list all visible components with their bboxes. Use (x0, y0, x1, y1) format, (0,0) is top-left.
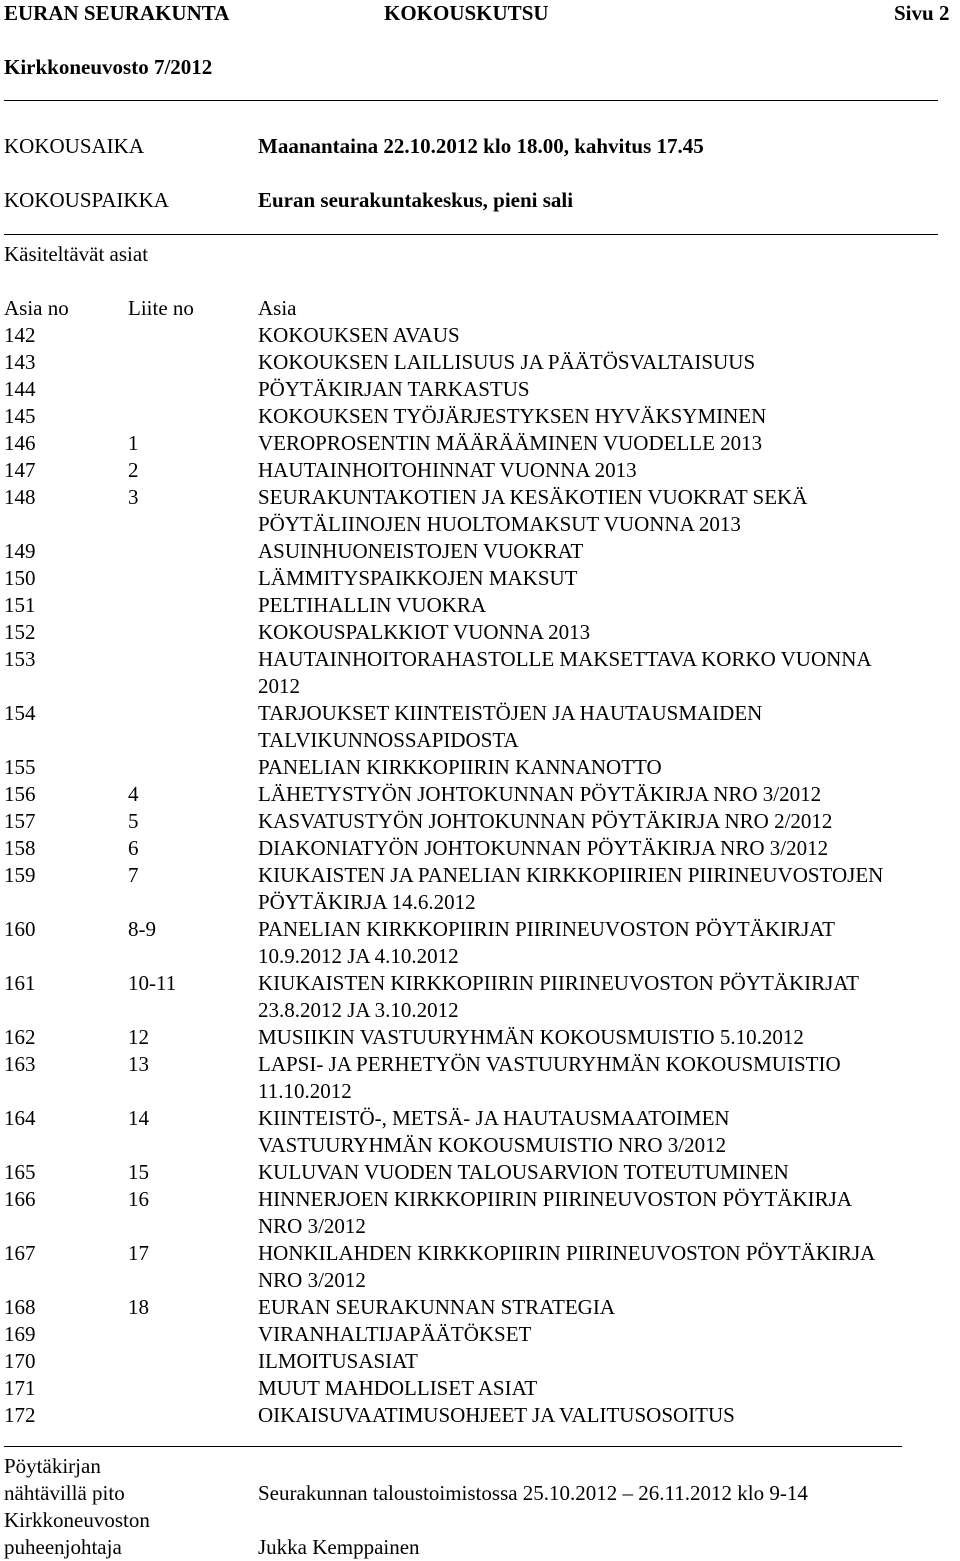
agenda-item-number: 171 (4, 1376, 36, 1400)
agenda-attachment-number: 4 (128, 782, 139, 806)
agenda-item-subject: PELTIHALLIN VUOKRA (258, 593, 487, 617)
agenda-item-subject: HAUTAINHOITORAHASTOLLE MAKSETTAVA KORKO VUONNA 2012 (258, 647, 872, 698)
agenda-attachment-number: 1 (128, 431, 139, 455)
agenda-attachment-number: 5 (128, 809, 139, 833)
agenda-item-number: 165 (4, 1160, 36, 1184)
organization-name: EURAN SEURAKUNTA (4, 1, 230, 25)
agenda-item-subject: VEROPROSENTIN MÄÄRÄÄMINEN VUODELLE 2013 (258, 431, 763, 455)
agenda-item-subject: EURAN SEURAKUNNAN STRATEGIA (258, 1295, 615, 1319)
agenda-item-subject: KULUVAN VUODEN TALOUSARVION TOTEUTUMINEN (258, 1160, 789, 1184)
meeting-place-value: Euran seurakuntakeskus, pieni sali (258, 188, 574, 212)
agenda-row (4, 349, 956, 376)
agenda-item-subject: LAPSI- JA PERHETYÖN VASTUURYHMÄN KOKOUSMUISTIO 11.10.2012 (258, 1052, 841, 1103)
agenda-item-number: 161 (4, 971, 36, 995)
minutes-display-label-line1: Pöytäkirjan (4, 1454, 101, 1478)
agenda-item-number: 166 (4, 1187, 36, 1211)
agenda-item-number: 157 (4, 809, 36, 833)
agenda-rows (4, 322, 956, 1429)
agenda-row (4, 1294, 956, 1321)
agenda-row (4, 835, 956, 862)
agenda-item-number: 155 (4, 755, 36, 779)
agenda-attachment-number: 7 (128, 863, 139, 887)
agenda-item-subject: DIAKONIATYÖN JOHTOKUNNAN PÖYTÄKIRJA NRO 3/2012 (258, 836, 829, 860)
minutes-display-label-line2: nähtävillä pito (4, 1481, 125, 1505)
agenda-attachment-number: 8-9 (128, 917, 156, 941)
agenda-item-number: 146 (4, 431, 36, 455)
agenda-row (4, 592, 956, 619)
agenda-row (4, 565, 956, 592)
agenda-attachment-number: 18 (128, 1295, 149, 1319)
chair-label-line2: puheenjohtaja (4, 1535, 122, 1559)
agenda-row (4, 1348, 956, 1375)
agenda-row (4, 1375, 956, 1402)
agenda-attachment-number: 10-11 (128, 971, 177, 995)
agenda-row (4, 916, 956, 970)
agenda-item-number: 150 (4, 566, 36, 590)
agenda-item-number: 167 (4, 1241, 36, 1265)
agenda-attachment-number: 2 (128, 458, 139, 482)
section-title: Käsiteltävät asiat (4, 242, 149, 266)
document-type: KOKOUSKUTSU (384, 1, 549, 25)
divider (4, 1446, 902, 1447)
agenda-item-number: 145 (4, 404, 36, 428)
agenda-row (4, 1240, 956, 1294)
agenda-attachment-number: 3 (128, 485, 139, 509)
agenda-item-number: 172 (4, 1403, 36, 1427)
agenda-item-number: 148 (4, 485, 36, 509)
agenda-item-number: 159 (4, 863, 36, 887)
meeting-time-label: KOKOUSAIKA (4, 134, 144, 158)
agenda-item-number: 144 (4, 377, 36, 401)
agenda-item-subject: KASVATUSTYÖN JOHTOKUNNAN PÖYTÄKIRJA NRO 2/2012 (258, 809, 833, 833)
agenda-item-subject: OIKAISUVAATIMUSOHJEET JA VALITUSOSOITUS (258, 1403, 735, 1427)
agenda-row (4, 1024, 956, 1051)
agenda-attachment-number: 12 (128, 1025, 149, 1049)
agenda-item-subject: KOKOUKSEN TYÖJÄRJESTYKSEN HYVÄKSYMINEN (258, 404, 767, 428)
agenda-item-subject: KIUKAISTEN JA PANELIAN KIRKKOPIIRIEN PIIRINEUVOSTOJEN PÖYTÄKIRJA 14.6.2012 (258, 863, 884, 914)
agenda-attachment-number: 13 (128, 1052, 149, 1076)
agenda-item-number: 154 (4, 701, 36, 725)
agenda-item-number: 168 (4, 1295, 36, 1319)
agenda-row (4, 322, 956, 349)
agenda-item-subject: SEURAKUNTAKOTIEN JA KESÄKOTIEN VUOKRAT SEKÄ PÖYTÄLIINOJEN HUOLTOMAKSUT VUONNA 2013 (258, 485, 808, 536)
agenda-item-subject: HINNERJOEN KIRKKOPIIRIN PIIRINEUVOSTON PÖYTÄKIRJA NRO 3/2012 (258, 1187, 853, 1238)
agenda-item-subject: PANELIAN KIRKKOPIIRIN KANNANOTTO (258, 755, 662, 779)
meeting-time-value: Maanantaina 22.10.2012 klo 18.00, kahvitus 17.45 (258, 134, 704, 158)
agenda-attachment-number: 16 (128, 1187, 149, 1211)
agenda-item-number: 169 (4, 1322, 36, 1346)
agenda-item-number: 153 (4, 647, 36, 671)
page-number: Sivu 2 (894, 1, 950, 25)
agenda-item-number: 152 (4, 620, 36, 644)
agenda-item-number: 142 (4, 323, 36, 347)
meeting-place-label: KOKOUSPAIKKA (4, 188, 169, 212)
agenda-item-subject: MUSIIKIN VASTUURYHMÄN KOKOUSMUISTIO 5.10.2012 (258, 1025, 804, 1049)
agenda-row (4, 754, 956, 781)
agenda-item-number: 160 (4, 917, 36, 941)
agenda-row (4, 430, 956, 457)
agenda-item-subject: HAUTAINHOITOHINNAT VUONNA 2013 (258, 458, 637, 482)
agenda-item-subject: HONKILAHDEN KIRKKOPIIRIN PIIRINEUVOSTON PÖYTÄKIRJA NRO 3/2012 (258, 1241, 876, 1292)
agenda-row (4, 376, 956, 403)
agenda-item-subject: VIRANHALTIJAPÄÄTÖKSET (258, 1322, 532, 1346)
column-header-item-number: Asia no (4, 296, 69, 320)
agenda-row (4, 457, 956, 484)
agenda-item-subject: KOKOUKSEN LAILLISUUS JA PÄÄTÖSVALTAISUUS (258, 350, 756, 374)
agenda-item-number: 149 (4, 539, 36, 563)
agenda-row (4, 538, 956, 565)
agenda-item-number: 143 (4, 350, 36, 374)
agenda-row (4, 862, 956, 916)
agenda-table (4, 295, 956, 1429)
agenda-row (4, 646, 956, 700)
agenda-attachment-number: 17 (128, 1241, 149, 1265)
agenda-item-number: 158 (4, 836, 36, 860)
agenda-item-subject: KOKOUKSEN AVAUS (258, 323, 460, 347)
agenda-item-subject: KIUKAISTEN KIRKKOPIIRIN PIIRINEUVOSTON PÖYTÄKIRJAT 23.8.2012 JA 3.10.2012 (258, 971, 860, 1022)
agenda-header-row (4, 295, 956, 322)
agenda-item-number: 164 (4, 1106, 36, 1130)
agenda-row (4, 808, 956, 835)
agenda-row (4, 1159, 956, 1186)
agenda-attachment-number: 14 (128, 1106, 149, 1130)
agenda-item-number: 151 (4, 593, 36, 617)
agenda-item-subject: KOKOUSPALKKIOT VUONNA 2013 (258, 620, 591, 644)
agenda-item-number: 162 (4, 1025, 36, 1049)
column-header-attachment-number: Liite no (128, 296, 194, 320)
agenda-item-number: 170 (4, 1349, 36, 1373)
agenda-row (4, 1105, 956, 1159)
divider (4, 100, 938, 101)
agenda-row (4, 484, 956, 538)
agenda-item-number: 156 (4, 782, 36, 806)
agenda-row (4, 781, 956, 808)
agenda-row (4, 1186, 956, 1240)
minutes-display-value: Seurakunnan taloustoimistossa 25.10.2012 – 26.11.2012 klo 9-14 (258, 1481, 808, 1505)
agenda-row (4, 619, 956, 646)
chair-name: Jukka Kemppainen (258, 1535, 420, 1559)
agenda-attachment-number: 6 (128, 836, 139, 860)
agenda-row (4, 1051, 956, 1105)
agenda-item-subject: PÖYTÄKIRJAN TARKASTUS (258, 377, 530, 401)
agenda-item-subject: PANELIAN KIRKKOPIIRIN PIIRINEUVOSTON PÖYTÄKIRJAT 10.9.2012 JA 4.10.2012 (258, 917, 835, 968)
agenda-item-subject: TARJOUKSET KIINTEISTÖJEN JA HAUTAUSMAIDEN TALVIKUNNOSSAPIDOSTA (258, 701, 763, 752)
agenda-row (4, 1321, 956, 1348)
agenda-item-subject: LÄHETYSTYÖN JOHTOKUNNAN PÖYTÄKIRJA NRO 3/2012 (258, 782, 822, 806)
board-meeting-number: Kirkkoneuvosto 7/2012 (4, 55, 213, 79)
agenda-item-subject: MUUT MAHDOLLISET ASIAT (258, 1376, 538, 1400)
column-header-subject: Asia (258, 296, 297, 320)
agenda-item-subject: LÄMMITYSPAIKKOJEN MAKSUT (258, 566, 578, 590)
chair-label-line1: Kirkkoneuvoston (4, 1508, 150, 1532)
agenda-row (4, 700, 956, 754)
agenda-attachment-number: 15 (128, 1160, 149, 1184)
agenda-item-number: 147 (4, 458, 36, 482)
agenda-row (4, 403, 956, 430)
divider (4, 234, 938, 235)
agenda-item-subject: KIINTEISTÖ-, METSÄ- JA HAUTAUSMAATOIMEN VASTUURYHMÄN KOKOUSMUISTIO NRO 3/2012 (258, 1106, 730, 1157)
agenda-item-number: 163 (4, 1052, 36, 1076)
agenda-item-subject: ILMOITUSASIAT (258, 1349, 418, 1373)
agenda-item-subject: ASUINHUONEISTOJEN VUOKRAT (258, 539, 584, 563)
agenda-row (4, 970, 956, 1024)
agenda-row (4, 1402, 956, 1429)
